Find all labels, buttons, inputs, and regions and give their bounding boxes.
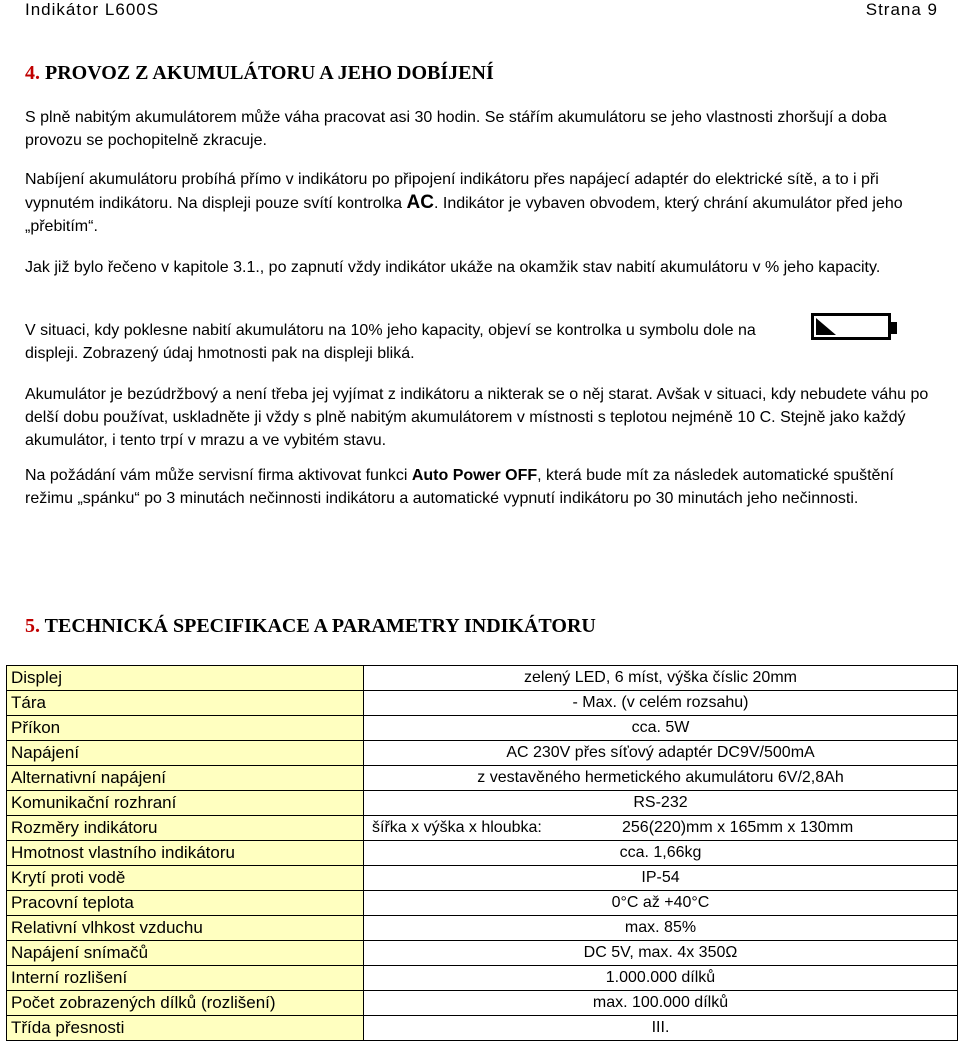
spec-row [7, 766, 958, 791]
section-4-number: 4. [25, 62, 40, 84]
section-4-heading [25, 62, 494, 85]
spec-label: Alternativní napájení [7, 766, 364, 791]
spec-value: zelený LED, 6 míst, výška číslic 20mm [364, 666, 958, 691]
document-title: Indikátor L600S [25, 0, 160, 19]
spec-row [7, 941, 958, 966]
spec-value: max. 100.000 dílků [364, 991, 958, 1016]
spec-value: III. [364, 1016, 958, 1041]
spec-label: Relativní vlhkost vzduchu [7, 916, 364, 941]
battery-low-icon [811, 313, 891, 340]
spec-row [7, 716, 958, 741]
page-header [25, 0, 938, 22]
dimensions-cell [364, 819, 957, 837]
paragraph-6-text-b: , která bude mít za následek automatické spuštění režimu „spánku“ po 3 minutách nečinnosti indikátoru a automatické vypnutí indikátoru po 30 minutách jeho nečinnosti. [25, 467, 894, 507]
spec-label: Napájení [7, 741, 364, 766]
spec-label: Rozměry indikátoru [7, 816, 364, 841]
battery-fill-shape [814, 316, 888, 337]
spec-value: IP-54 [364, 866, 958, 891]
spec-row [7, 816, 958, 841]
spec-row [7, 791, 958, 816]
spec-label: Napájení snímačů [7, 941, 364, 966]
dimensions-label: šířka x výška x hloubka: [372, 819, 542, 836]
spec-value [364, 816, 958, 841]
auto-power-off: Auto Power OFF [411, 467, 538, 484]
spec-label: Počet zobrazených dílků (rozlišení) [7, 991, 364, 1016]
section-4-title: PROVOZ Z AKUMULÁTORU A JEHO DOBÍJENÍ [45, 62, 494, 84]
paragraph-2-text-b: . Indikátor je vybaven obvodem, který chrání akumulátor před jeho „přebitím“. [25, 195, 903, 235]
spec-row [7, 866, 958, 891]
spec-table [6, 665, 958, 1041]
section-5-title: TECHNICKÁ SPECIFIKACE A PARAMETRY INDIKÁTORU [44, 615, 596, 637]
spec-label: Interní rozlišení [7, 966, 364, 991]
spec-row [7, 691, 958, 716]
spec-row [7, 841, 958, 866]
spec-label: Třída přesnosti [7, 1016, 364, 1041]
spec-value: max. 85% [364, 916, 958, 941]
spec-row [7, 916, 958, 941]
spec-row [7, 991, 958, 1016]
spec-value: cca. 5W [364, 716, 958, 741]
spec-value: z vestavěného hermetického akumulátoru 6V/2,8Ah [364, 766, 958, 791]
paragraph-4: V situaci, kdy poklesne nabití akumulátoru na 10% jeho kapacity, objeví se kontrolka u symbolu dole na displeji. Zobrazený údaj hmotnosti pak na displeji bliká. [25, 322, 756, 362]
spec-table-body [7, 666, 958, 1041]
section-5-number: 5. [25, 615, 40, 637]
spec-row [7, 1016, 958, 1041]
spec-row [7, 966, 958, 991]
dimensions-value: 256(220)mm x 165mm x 130mm [622, 819, 854, 836]
ac-indicator: AC [406, 192, 434, 213]
spec-label: Displej [7, 666, 364, 691]
spec-value: RS-232 [364, 791, 958, 816]
spec-label: Komunikační rozhraní [7, 791, 364, 816]
spec-label: Tára [7, 691, 364, 716]
spec-label: Příkon [7, 716, 364, 741]
spec-value: cca. 1,66kg [364, 841, 958, 866]
spec-row [7, 741, 958, 766]
page-number: Strana 9 [865, 0, 938, 19]
spec-row [7, 666, 958, 691]
paragraph-6-text-a: Na požádání vám může servisní firma aktivovat funkci [25, 467, 412, 484]
spec-row [7, 891, 958, 916]
battery-tip [891, 322, 897, 334]
paragraph-2-text-a: Nabíjení akumulátoru probíhá přímo v indikátoru po připojení indikátoru přes napájecí adaptér do elektrické sítě, a to i při vypnutém indikátoru. Na displeji pouze svítí kontrolka [25, 171, 879, 212]
spec-value: - Max. (v celém rozsahu) [364, 691, 958, 716]
spec-label: Pracovní teplota [7, 891, 364, 916]
spec-value: DC 5V, max. 4x 350Ω [364, 941, 958, 966]
paragraph-5: Akumulátor je bezúdržbový a není třeba jej vyjímat z indikátoru a nikterak se o něj starat. Avšak v situaci, kdy nebudete váhu po delší dobu používat, uskladněte ji vždy s plně nabitým akumulátorem v místnosti s teplotou nejméně 10 C. Stejně jako každý akumulátor, i tento trpí v mrazu a ve vybitém stavu. [25, 386, 929, 449]
section-5-heading [25, 615, 596, 638]
paragraph-6 [25, 464, 937, 510]
paragraph-1: S plně nabitým akumulátorem může váha pracovat asi 30 hodin. Se stářím akumulátoru se jeho vlastnosti zhoršují a doba provozu se pochopitelně zkracuje. [25, 109, 887, 149]
spec-value: 1.000.000 dílků [364, 966, 958, 991]
spec-value: 0°C až +40°C [364, 891, 958, 916]
paragraph-3: Jak již bylo řečeno v kapitole 3.1., po zapnutí vždy indikátor ukáže na okamžik stav nabití akumulátoru v % jeho kapacity. [25, 259, 881, 276]
spec-label: Hmotnost vlastního indikátoru [7, 841, 364, 866]
spec-value: AC 230V přes síťový adaptér DC9V/500mA [364, 741, 958, 766]
paragraph-2 [25, 168, 937, 238]
spec-label: Krytí proti vodě [7, 866, 364, 891]
